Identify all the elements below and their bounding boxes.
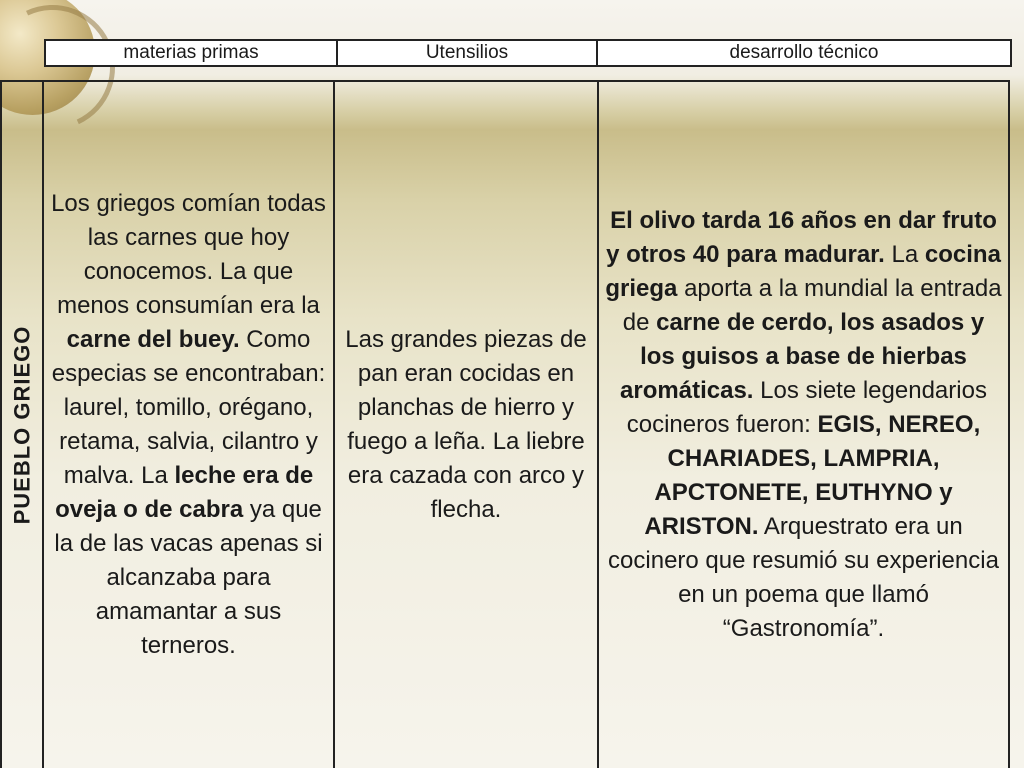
header-utensilios: Utensilios [338,41,598,65]
text-span: Como especias se encontraban: laurel, tomillo, orégano, retama, salvia, cilantro y malva. La [51,326,326,489]
text-span: Los siete legendarios cocineros fueron: [626,377,987,438]
materias-primas-text [50,187,327,663]
text-span: ya que la de las vacas apenas si alcanzaba para amamantar a sus terneros. [54,496,323,659]
text-span: aporta a la mundial la entrada de [622,275,1002,336]
cell-utensilios [333,80,599,768]
cell-materias-primas [42,80,335,768]
desarrollo-tecnico-text [603,204,1004,646]
bold-span: leche era de oveja o de cabra [55,462,314,523]
row-label: PUEBLO GRIEGO [9,325,35,525]
text-span: La [884,241,925,268]
cell-desarrollo-tecnico [597,80,1010,768]
header-materias-primas: materias primas [46,41,338,65]
bold-span: carne de cerdo, los asados y los guisos a base de hierbas aromáticas. [620,309,985,404]
row-label-cell [0,80,44,768]
header-desarrollo-tecnico: desarrollo técnico [729,42,879,63]
bold-span: EGIS, NEREO, CHARIADES, LAMPRIA, APCTONETE, EUTHYNO y ARISTON. [644,411,981,540]
bold-span: carne del buey. [66,326,240,353]
utensilios-text: Las grandes piezas de pan eran cocidas en planchas de hierro y fuego a leña. La liebre era cazada con arco y flecha. [345,326,587,523]
bold-span: El olivo tarda 16 años en dar fruto y otros 40 para madurar. [606,207,997,268]
text-span: Arquestrato era un cocinero que resumió su experiencia en un poema que llamó “Gastronomía”. [608,513,999,642]
table-header [44,39,1012,67]
bold-span: cocina griega [605,241,1001,302]
text-span: Los griegos comían todas las carnes que hoy conocemos. La que menos consumían era la [51,190,326,319]
